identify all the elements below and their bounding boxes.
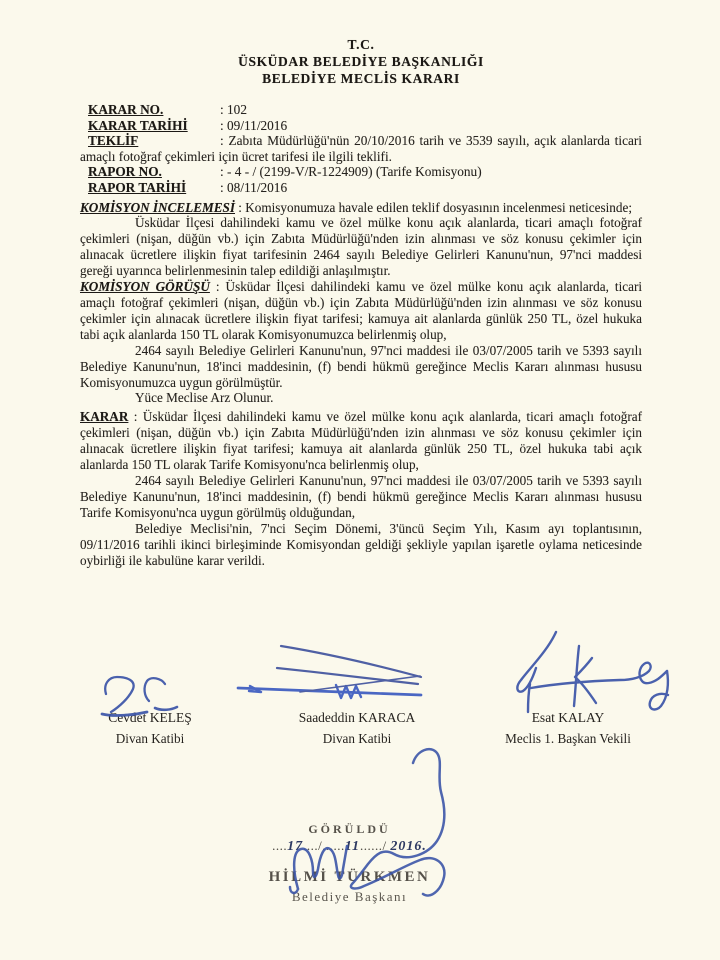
decision-sections — [80, 200, 642, 569]
section-karar — [80, 409, 642, 473]
mayor-approval-stamp — [252, 822, 447, 905]
field-value: : 09/11/2016 — [220, 117, 288, 133]
section-paragraph: Üsküdar İlçesi dahilindeki kamu ve özel mülke konu açık alanlarda, ticari amaçlı fotoğraf çekimleri (nişan, düğün vb.) için Zabıta Müdürlüğü'nden izin alınması ve söz konusu çekimler için alınacak ücretlere ilişkin fiyat tarifesinin 2464 sayılı Belediye Gelirleri Kanunu'nun, 97'nci maddesi gereği uyarınca belirlenmesinin talep edildiği anlaşılmıştır. — [80, 215, 642, 279]
handwritten-month: 11 — [344, 839, 360, 854]
signature-saadeddin-karaca-ink — [238, 646, 421, 698]
document-header — [80, 36, 642, 87]
field-karar-no — [80, 102, 642, 118]
signatory-name: Cevdet KELEŞ — [108, 710, 192, 725]
field-value: : - 4 - / (2199-V/R-1224909) (Tarife Komisyonu) — [220, 164, 482, 180]
mayor-name: HİLMİ TÜRKMEN — [268, 869, 431, 885]
signatory-name: Esat KALAY — [531, 710, 605, 725]
header-republic: T.C. — [347, 37, 375, 52]
header-municipality: ÜSKÜDAR BELEDİYE BAŞKANLIĞI — [238, 54, 484, 69]
signatory-esat-kalay — [483, 710, 653, 747]
signatory-cevdet-keles — [75, 710, 225, 747]
section-paragraph: 2464 sayılı Belediye Gelirleri Kanunu'nun, 97'nci maddesi ile 03/07/2005 tarih ve 5393 sayılı Belediye Kanunu'nun, 18'inci maddesinin, (f) bendi hükmü gereğince Meclis Kararı alınması hususu Tarife Komisyonu'nca uygun görülmüş olduğundan, — [80, 472, 642, 520]
section-paragraph: Belediye Meclisi'nin, 7'nci Seçim Dönemi, 3'üncü Seçim Yılı, Kasım ayı toplantısının, 09/11/2016 tarihli ikinci birleşiminde Komisyondan geldiği şekliyle yapılan işaretle oylama neticesinde oybirliği ile kabulüne karar verildi. — [80, 520, 642, 568]
section-lead: : Üsküdar İlçesi dahilindeki kamu ve özel mülke konu açık alanlarda, ticari amaçlı fotoğraf çekimleri (nişan, düğün vb.) için Zabıta Müdürlüğü'nden izin alınması ve söz konusu çekimler için alınacak ücretlere ilişkin fiyat tarifesi; kamuya ait alanlarda günlük 250 TL, özel hukuka tabi açık alanlarda 150 TL olarak Tarife Komisyonu'nca belirlenmiş olup, — [80, 409, 642, 473]
section-heading: KOMİSYON İNCELEMESİ — [80, 199, 235, 215]
section-paragraph: Yüce Meclise Arz Olunur. — [135, 390, 274, 406]
signatory-title: Divan Katibi — [115, 731, 185, 746]
date-dots: ....../ — [359, 838, 387, 853]
field-label: TEKLİF — [88, 133, 139, 149]
handwritten-day: 17 — [287, 839, 304, 854]
stamp-date-line — [252, 838, 447, 855]
signatory-saadeddin-karaca — [277, 710, 437, 747]
field-value: : 102 — [220, 102, 247, 117]
signature-row — [0, 710, 720, 762]
section-paragraph: 2464 sayılı Belediye Gelirleri Kanunu'nun, 97'nci maddesi ile 03/07/2005 tarih ve 5393 sayılı Belediye Kanunu'nun, 18'inci maddesinin, (f) bendi hükmü gereğince Meclis Kararı alınması hususu Komisyonumuzca uygun görülmüştür. — [80, 342, 642, 390]
field-label: KARAR NO. — [88, 102, 164, 117]
signatory-title: Meclis 1. Başkan Vekili — [505, 731, 631, 746]
field-rapor-tarihi — [80, 180, 642, 196]
header-doc-type: BELEDİYE MECLİS KARARI — [262, 71, 460, 86]
field-label: KARAR TARİHİ — [88, 117, 188, 133]
signature-esat-kalay-ink — [517, 632, 668, 712]
signatory-title: Divan Katibi — [322, 731, 392, 746]
handwritten-year: 2016. — [390, 839, 427, 854]
section-komisyon-gorusu — [80, 279, 642, 343]
section-lead: : Komisyonumuza havale edilen teklif dosyasının incelenmesi neticesinde; — [238, 199, 632, 215]
signatory-name: Saadeddin KARACA — [298, 710, 416, 725]
mayor-title: Belediye Başkanı — [291, 889, 408, 904]
field-rapor-no — [80, 164, 642, 180]
section-komisyon-incelemesi — [80, 200, 642, 216]
section-heading: KOMİSYON GÖRÜŞÜ — [80, 279, 210, 295]
stamp-seen-label: GÖRÜLDÜ — [308, 822, 391, 836]
date-dots: ..../...... — [303, 838, 345, 853]
date-dots: .... — [272, 838, 288, 853]
section-lead: : Üsküdar İlçesi dahilindeki kamu ve özel mülke konu açık alanlarda, ticari amaçlı fotoğraf çekimleri (nişan, düğün vb.) için Zabıta Müdürlüğü'nden izin alınması ve söz konusu çekimler için alınacak ücretlere ilişkin fiyat tarifesi; kamuya ait alanlarda günlük 250 TL, özel hukuka tabi açık alanlarda 150 TL olarak Komisyonumuzca belirlenmiş olup, — [80, 279, 642, 342]
field-value: : 08/11/2016 — [220, 179, 288, 195]
decision-fields — [80, 102, 642, 196]
field-karar-tarihi — [80, 118, 642, 134]
field-value: : Zabıta Müdürlüğü'nün 20/10/2016 tarih ve 3539 sayılı, açık alanlarda ticari amaçlı fotoğraf çekimleri için ücret tarifesi ile ilgili teklifi. — [80, 133, 642, 164]
field-teklif — [80, 133, 642, 164]
section-heading: KARAR — [80, 409, 129, 425]
field-label: RAPOR TARİHİ — [88, 179, 187, 195]
field-label: RAPOR NO. — [88, 164, 162, 180]
document-content — [80, 36, 642, 568]
